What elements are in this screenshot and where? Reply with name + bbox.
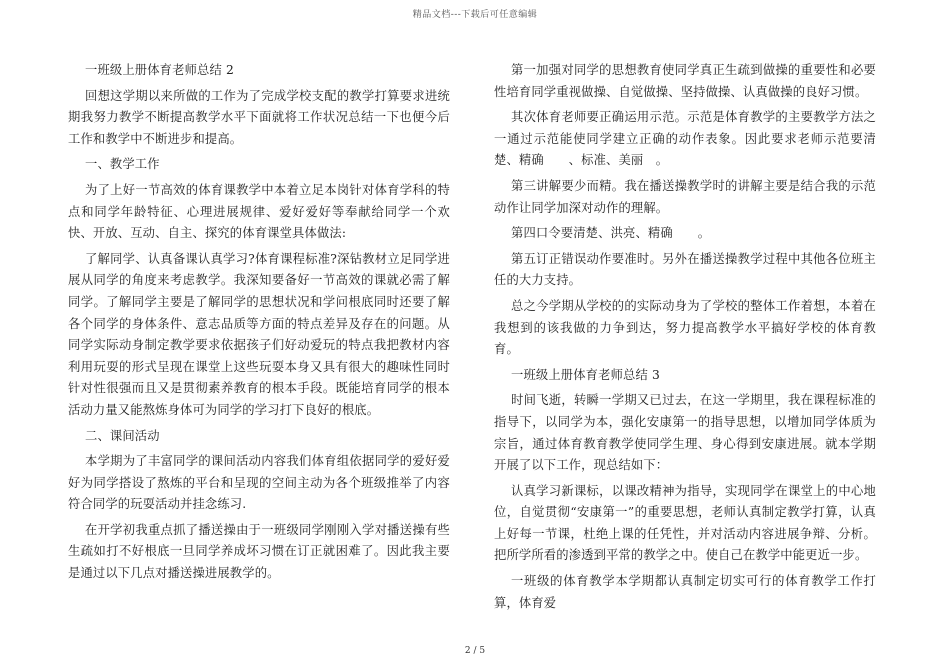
- section-title: 一班级上册体育老师总结 2: [85, 63, 234, 77]
- section-heading: 二、课间活动: [85, 428, 160, 443]
- section-heading: 一、教学工作: [85, 157, 160, 172]
- paragraph: 时间飞逝，转瞬一学期又已过去，在这一学期里，我在课程标准的指导下，以同学为本，强化安康第一的指导思想，以增加同学体质为宗旨，通过体育教育教学使同学生理、身心得到安康进展。就本学期开展了以下工作，现总结如下：: [494, 393, 876, 473]
- right-column: [494, 60, 876, 618]
- paragraph: 第一加强对同学的思想教育使同学真正生疏到做操的重要性和必要性培育同学重视做操、自觉做操、坚持做操、认真做操的良好习惯。: [494, 63, 876, 99]
- section-title: 一班级上册体育老师总结 3: [511, 367, 660, 382]
- paragraph: 总之今学期从学校的的实际动身为了学校的整体工作着想，本着在我想到的该我做的力争到达，努力提高教学水平搞好学校的体育教育。: [494, 298, 876, 357]
- paragraph: 了解同学、认真备课认真学习?体育课程标准?深钻教材立足同学进展从同学的角度来考虑教学。我深知要备好一节高效的课就必需了解同学。了解同学主要是了解同学的思想状况和学问根底同时还要了解各个同学的身体条件、意志品质等方面的特点差异及存在的问题。从同学实际动身制定教学要求依据孩子们好动爱玩的特点我把教材内容利用玩耍的形式呈现在课堂上这些玩耍本身又具有很大的趣味性同时针对性很强而且又是贯彻素养教育的根本手段。既能培育同学的根本活动力量又能熬炼身体可为同学的学习打下良好的根底。: [68, 251, 450, 417]
- paragraph: 为了上好一节高效的体育课教学中本着立足本岗针对体育学科的特点和同学年龄特征、心理进展规律、爱好爱好等奉献给同学一个欢快、开放、互动、自主、探究的体育课堂具体做法:: [68, 182, 450, 241]
- paragraph: 认真学习新课标，以课改精神为指导，实现同学在课堂上的中心地位，自觉贯彻“安康第一”的重要思想，老师认真制定教学打算，认真上好每一节课，杜绝上课的任凭性，并对活动内容进展争辩、分析。把所学所看的渗透到平常的教学之中。使自己在教学中能更近一步。: [494, 483, 876, 563]
- paragraph: 回想这学期以来所做的工作为了完成学校支配的教学打算要求进统期我努力教学不断提高教学水平下面就将工作状况总结一下也便今后工作和教学中不断进步和提高。: [68, 88, 450, 146]
- paragraph: 其次体育老师要正确运用示范。示范是体育教学的主要教学方法之一通过示范能使同学建立正确的动作表象。因此要求老师示范要清楚、精确 、标准、美丽 。: [494, 110, 876, 168]
- paragraph: 本学期为了丰富同学的课间活动内容我们体育组依据同学的爱好爱好为同学搭设了熬炼的平台和呈现的空间主动为各个班级推举了内容符合同学的玩耍活动并挂念练习.: [68, 454, 450, 512]
- paragraph: 第三讲解要少而精。我在播送操教学时的讲解主要是结合我的示范动作让同学加深对动作的理解。: [494, 178, 876, 215]
- page-header: 精品文档---下载后可任意编辑: [412, 10, 538, 20]
- paragraph: 在开学初我重点抓了播送操由于一班级同学刚刚入学对播送操有些生疏如打不好根底一旦同学养成坏习惯在订正就困难了。因此我主要是通过以下几点对播送操进展教学的。: [68, 522, 450, 581]
- paragraph: 第五订正错误动作要准时。另外在播送操教学过程中其他各位班主任的大力支持。: [494, 251, 876, 288]
- paragraph: 第四口令要清楚、洪亮、精确 。: [511, 226, 711, 241]
- left-column: [68, 60, 450, 589]
- page-number: 2 / 5: [464, 646, 486, 656]
- paragraph: 一班级的体育教学本学期都认真制定切实可行的体育教学工作打算，体育爱: [494, 574, 876, 610]
